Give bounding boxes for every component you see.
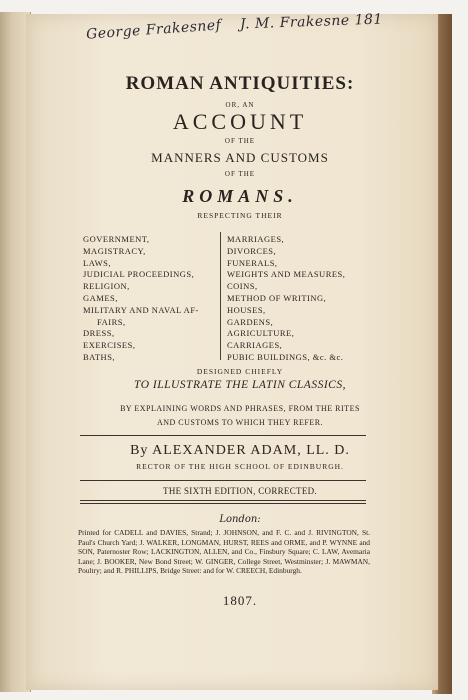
topic-item: GARDENS, (227, 316, 274, 327)
topics-left-column (83, 234, 217, 364)
topic-item: METHOD OF WRITING, (227, 292, 327, 303)
title-account: ACCOUNT (172, 109, 308, 134)
title-or-an: OR, AN (225, 101, 255, 109)
topic-item: CARRIAGES, (227, 340, 283, 351)
topic-item: DIVORCES, (227, 245, 277, 256)
topic-item: DRESS, (83, 328, 115, 339)
title-romans: ROMANS. (182, 186, 298, 206)
author-role: RECTOR OF THE HIGH SCHOOL OF EDINBURGH. (136, 462, 344, 471)
title-of-the-2: OF THE (224, 170, 256, 178)
topic-item: MAGISTRACY, (83, 245, 146, 256)
edition: THE SIXTH EDITION, CORRECTED. (163, 486, 317, 496)
column-divider (220, 232, 221, 360)
handwritten-signature-2: J. M. Frakesne 181 (239, 11, 384, 33)
topic-item: FAIRS, (97, 316, 126, 327)
imprint-year: 1807. (222, 593, 258, 608)
topic-item: BATHS, (83, 351, 116, 362)
rule-above-edition (80, 480, 366, 481)
topic-item: GAMES, (83, 292, 118, 303)
explaining-line-2: AND CUSTOMS TO WHICH THEY REFER. (156, 418, 324, 427)
topic-item: AGRICULTURE, (227, 328, 295, 339)
topic-item: MARRIAGES, (227, 234, 285, 244)
handwritten-signature-1: George Frakesnef (85, 17, 222, 43)
topic-item: PUBIC BUILDINGS, &c. &c. (227, 351, 344, 362)
explaining-words (60, 402, 420, 430)
topic-item: LAWS, (83, 257, 112, 268)
topic-item: MILITARY AND NAVAL AF- (83, 304, 199, 315)
title-of-the-1: OF THE (224, 137, 256, 145)
topic-item: FUNERALS, (227, 257, 278, 268)
imprint-place: London: (219, 514, 261, 525)
imprint-printers: Printed for CADELL and DAVIES, Strand; J. JOHNSON, and F. C. and J. RIVINGTON, St. Paul's Church Yard; J. WALKER, LONGMAN, HURST, REES and ORME, and P. WYNNE and SON, Paternoster Row; LACKINGTON, ALLEN, and Co., Finsbury Square; C. LAW, Avemaria Lane; J. BOOKER, New Bond Street; W. GINGER, College Street, Westminster; J. MAWMAN, Poultry; and R. PHILLIPS, Bridge Street: and for W. CREECH, Edinburgh. (78, 528, 370, 576)
designed-chiefly: DESIGNED CHIEFLY (196, 367, 284, 376)
title-respecting: RESPECTING THEIR (197, 211, 283, 220)
topics-right-column (227, 234, 387, 364)
illustrate-latin-classics: TO ILLUSTRATE THE LATIN CLASSICS, (134, 379, 346, 391)
explaining-line-1: BY EXPLAINING WORDS AND PHRASES, FROM THE RITES (120, 404, 360, 413)
topic-item: COINS, (227, 281, 258, 292)
topic-item: RELIGION, (83, 281, 130, 292)
rule-top-author (80, 435, 366, 436)
title-manners-customs: MANNERS AND CUSTOMS (151, 150, 329, 165)
topic-item: HOUSES, (227, 304, 266, 315)
rule-below-edition-2 (80, 503, 366, 504)
topic-item: GOVERNMENT, (83, 234, 150, 244)
author-byline: By ALEXANDER ADAM, LL. D. (130, 443, 350, 458)
topic-item: JUDICIAL PROCEEDINGS, (83, 269, 195, 280)
book-title: ROMAN ANTIQUITIES: (125, 73, 355, 94)
rule-below-edition-1 (80, 500, 366, 501)
topic-item: EXERCISES, (83, 340, 136, 351)
topic-item: WEIGHTS AND MEASURES, (227, 269, 346, 280)
